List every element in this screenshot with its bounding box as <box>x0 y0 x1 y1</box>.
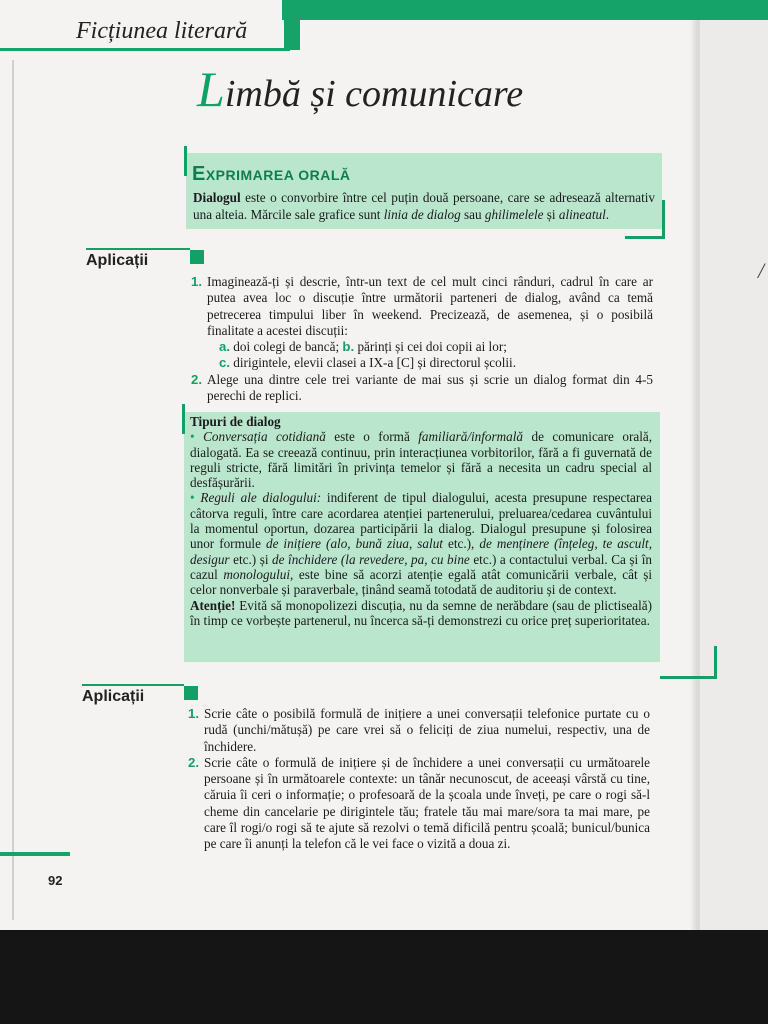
page-title-initial: L <box>197 61 225 117</box>
definition-text: . <box>605 207 610 222</box>
page-number: 92 <box>48 873 63 888</box>
term-dialog: Dialogul <box>193 190 241 205</box>
box-corner-mark <box>662 200 665 238</box>
term: linia de dialog <box>383 207 461 222</box>
paragraph-attention <box>190 598 652 629</box>
dialog-types-text <box>190 414 652 628</box>
heading-marker <box>190 250 204 264</box>
paragraph-conversation <box>190 429 652 490</box>
item-text: Scrie câte o posibilă formulă de inițiere a unei conversații telefonice purtate cu o rudă (unchi/mătușă) pe care vrei să o feliciți de ziua numelui, respectiv, una de închidere. <box>204 706 650 754</box>
item-number: 1. <box>191 274 202 289</box>
page-title <box>197 60 523 118</box>
scan-background <box>0 930 768 1024</box>
sub-text: doi colegi de bancă; <box>233 339 340 355</box>
list-item <box>191 274 653 339</box>
box-corner-mark <box>660 676 717 679</box>
applications-heading: Aplicații <box>82 688 145 705</box>
list-item <box>188 755 650 853</box>
facing-page-edge-text: / <box>758 258 765 283</box>
bullet-icon: • <box>190 429 195 445</box>
dialog-types-heading: Tipuri de dialog <box>190 414 281 429</box>
sub-letter: b. <box>342 339 355 355</box>
term: ghilimelele <box>484 207 544 222</box>
paragraph-text: de comunicare orală, dialogată. Ea se creează continuu, prin interacțiunea vorbitorilor, fără a fi guvernată de reguli stricte, fără limitări în privința temelor și fără a necesita un cadru special al desfășurării. <box>190 429 653 491</box>
paragraph-text: etc.) a contactului verbal. Ca și în cazul <box>190 551 653 582</box>
applications-list <box>188 706 650 853</box>
page-title-rest: imbă și comunicare <box>224 73 524 115</box>
box-corner-mark <box>714 646 717 678</box>
term: de menținere (înțeleg, te ascult, desigur <box>190 536 653 567</box>
paragraph-text: indiferent de tipul dialogului, acesta presupune respectarea câtorva reguli, între care acordarea atenției partenerului, preluarea/cedarea cuvântului la momentul oportun, dozarea participării la dialog. Dialogul presupune și folosirea unor formule <box>190 490 652 552</box>
sub-letter: c. <box>219 355 230 371</box>
attention-label: Atenție! <box>190 597 236 613</box>
box-corner-mark <box>625 236 665 239</box>
term: familiară/informală <box>418 429 524 445</box>
heading-initial: E <box>192 163 206 185</box>
paragraph-rules <box>190 490 652 597</box>
sub-letter: a. <box>219 339 230 355</box>
oral-expression-heading <box>192 163 351 186</box>
item-text: Imaginează-ți și descrie, într-un text de cel mult cinci rânduri, cadrul în care ar putea avea loc o discuție între următorii parteneri de dialog, având ca temă petrecerea timpului liber în weekend. Precizează, de asemenea, și o posibilă finalitate a acestei discuții: <box>207 274 653 338</box>
definition-text: este o convorbire între cel puțin două persoane, care se adresează alternativ una alteia. Mărcile sale grafice sunt <box>193 190 655 222</box>
box-corner-mark <box>184 146 187 176</box>
oral-expression-definition <box>193 189 655 223</box>
term: monologului <box>223 566 291 582</box>
item-text: Scrie câte o formulă de inițiere și de închidere a unei conversații cu următoarele persoane și în următoarele contexte: un tânăr necunoscut, de aceeași vârstă cu tine, căruia îi ceri o informație; o profesoară de la școala unde înveți, pe care o rogi să-l cheme din cancelarie pe dirigintele tău; fratele tău mai mare/sora ta mai mare, pe care îl rogi/o rogi să te ajute să rezolvi o temă dificilă pentru școală; bunicul/bunica pe care îi anunți la telefon că le vei face o vizită a doua zi. <box>204 754 650 852</box>
paragraph-text: etc.), <box>442 536 480 552</box>
item-text: Alege una dintre cele trei variante de mai sus și scrie un dialog format din 4-5 perechi de replici. <box>207 371 653 404</box>
paragraph-text: , este bine să acorzi atenție egală atât comunicării verbale, cât și celor nonverbale și paraverbale, ținând seamă totodată de auditoriu și de context. <box>190 566 652 598</box>
applications-list <box>191 274 653 404</box>
box-corner-mark <box>182 404 185 434</box>
bullet-icon: • <box>190 490 195 506</box>
item-number: 1. <box>188 706 199 721</box>
page-margin-line <box>12 60 14 920</box>
heading-rule <box>82 684 184 686</box>
term: Conversația cotidiană <box>203 429 326 445</box>
header-bar-notch <box>284 0 300 50</box>
sub-item <box>191 355 653 371</box>
paragraph-text: este o formă <box>325 429 419 445</box>
heading-marker <box>184 686 198 700</box>
list-item <box>188 706 650 755</box>
item-number: 2. <box>188 754 199 770</box>
sub-text: dirigintele, elevii clasei a IX-a [C] și directorul școlii. <box>233 355 516 371</box>
paragraph-text: Evită să monopolizezi discuția, nu da semne de nerăbdare (sau de plictiseală) în timp ce vorbește partenerul, nu încerca să-ți demonstrezi cu orice preț superioritatea. <box>190 597 652 628</box>
sub-text: părinți și cei doi copii ai lor; <box>357 339 507 355</box>
footer-rule <box>0 852 70 856</box>
section-title: Ficțiunea literară <box>76 18 248 44</box>
applications-heading: Aplicații <box>86 252 149 269</box>
header-underline <box>0 48 290 51</box>
heading-rule <box>86 248 190 250</box>
header-bar <box>282 0 768 20</box>
sub-item <box>191 339 653 355</box>
term: de inițiere (alo, bună ziua, salut <box>265 536 443 552</box>
item-number: 2. <box>191 371 202 387</box>
list-item <box>191 372 653 405</box>
term: Reguli ale dialogului: <box>200 490 322 506</box>
heading-rest: XPRIMAREA ORALĂ <box>205 167 351 183</box>
definition-text: și <box>543 207 559 222</box>
facing-page <box>700 0 768 930</box>
paragraph-text: etc.) și <box>229 551 273 567</box>
term: alineatul <box>558 207 606 222</box>
term: de închidere (la revedere, pa, cu bine <box>272 551 470 567</box>
definition-text: sau <box>460 207 485 222</box>
